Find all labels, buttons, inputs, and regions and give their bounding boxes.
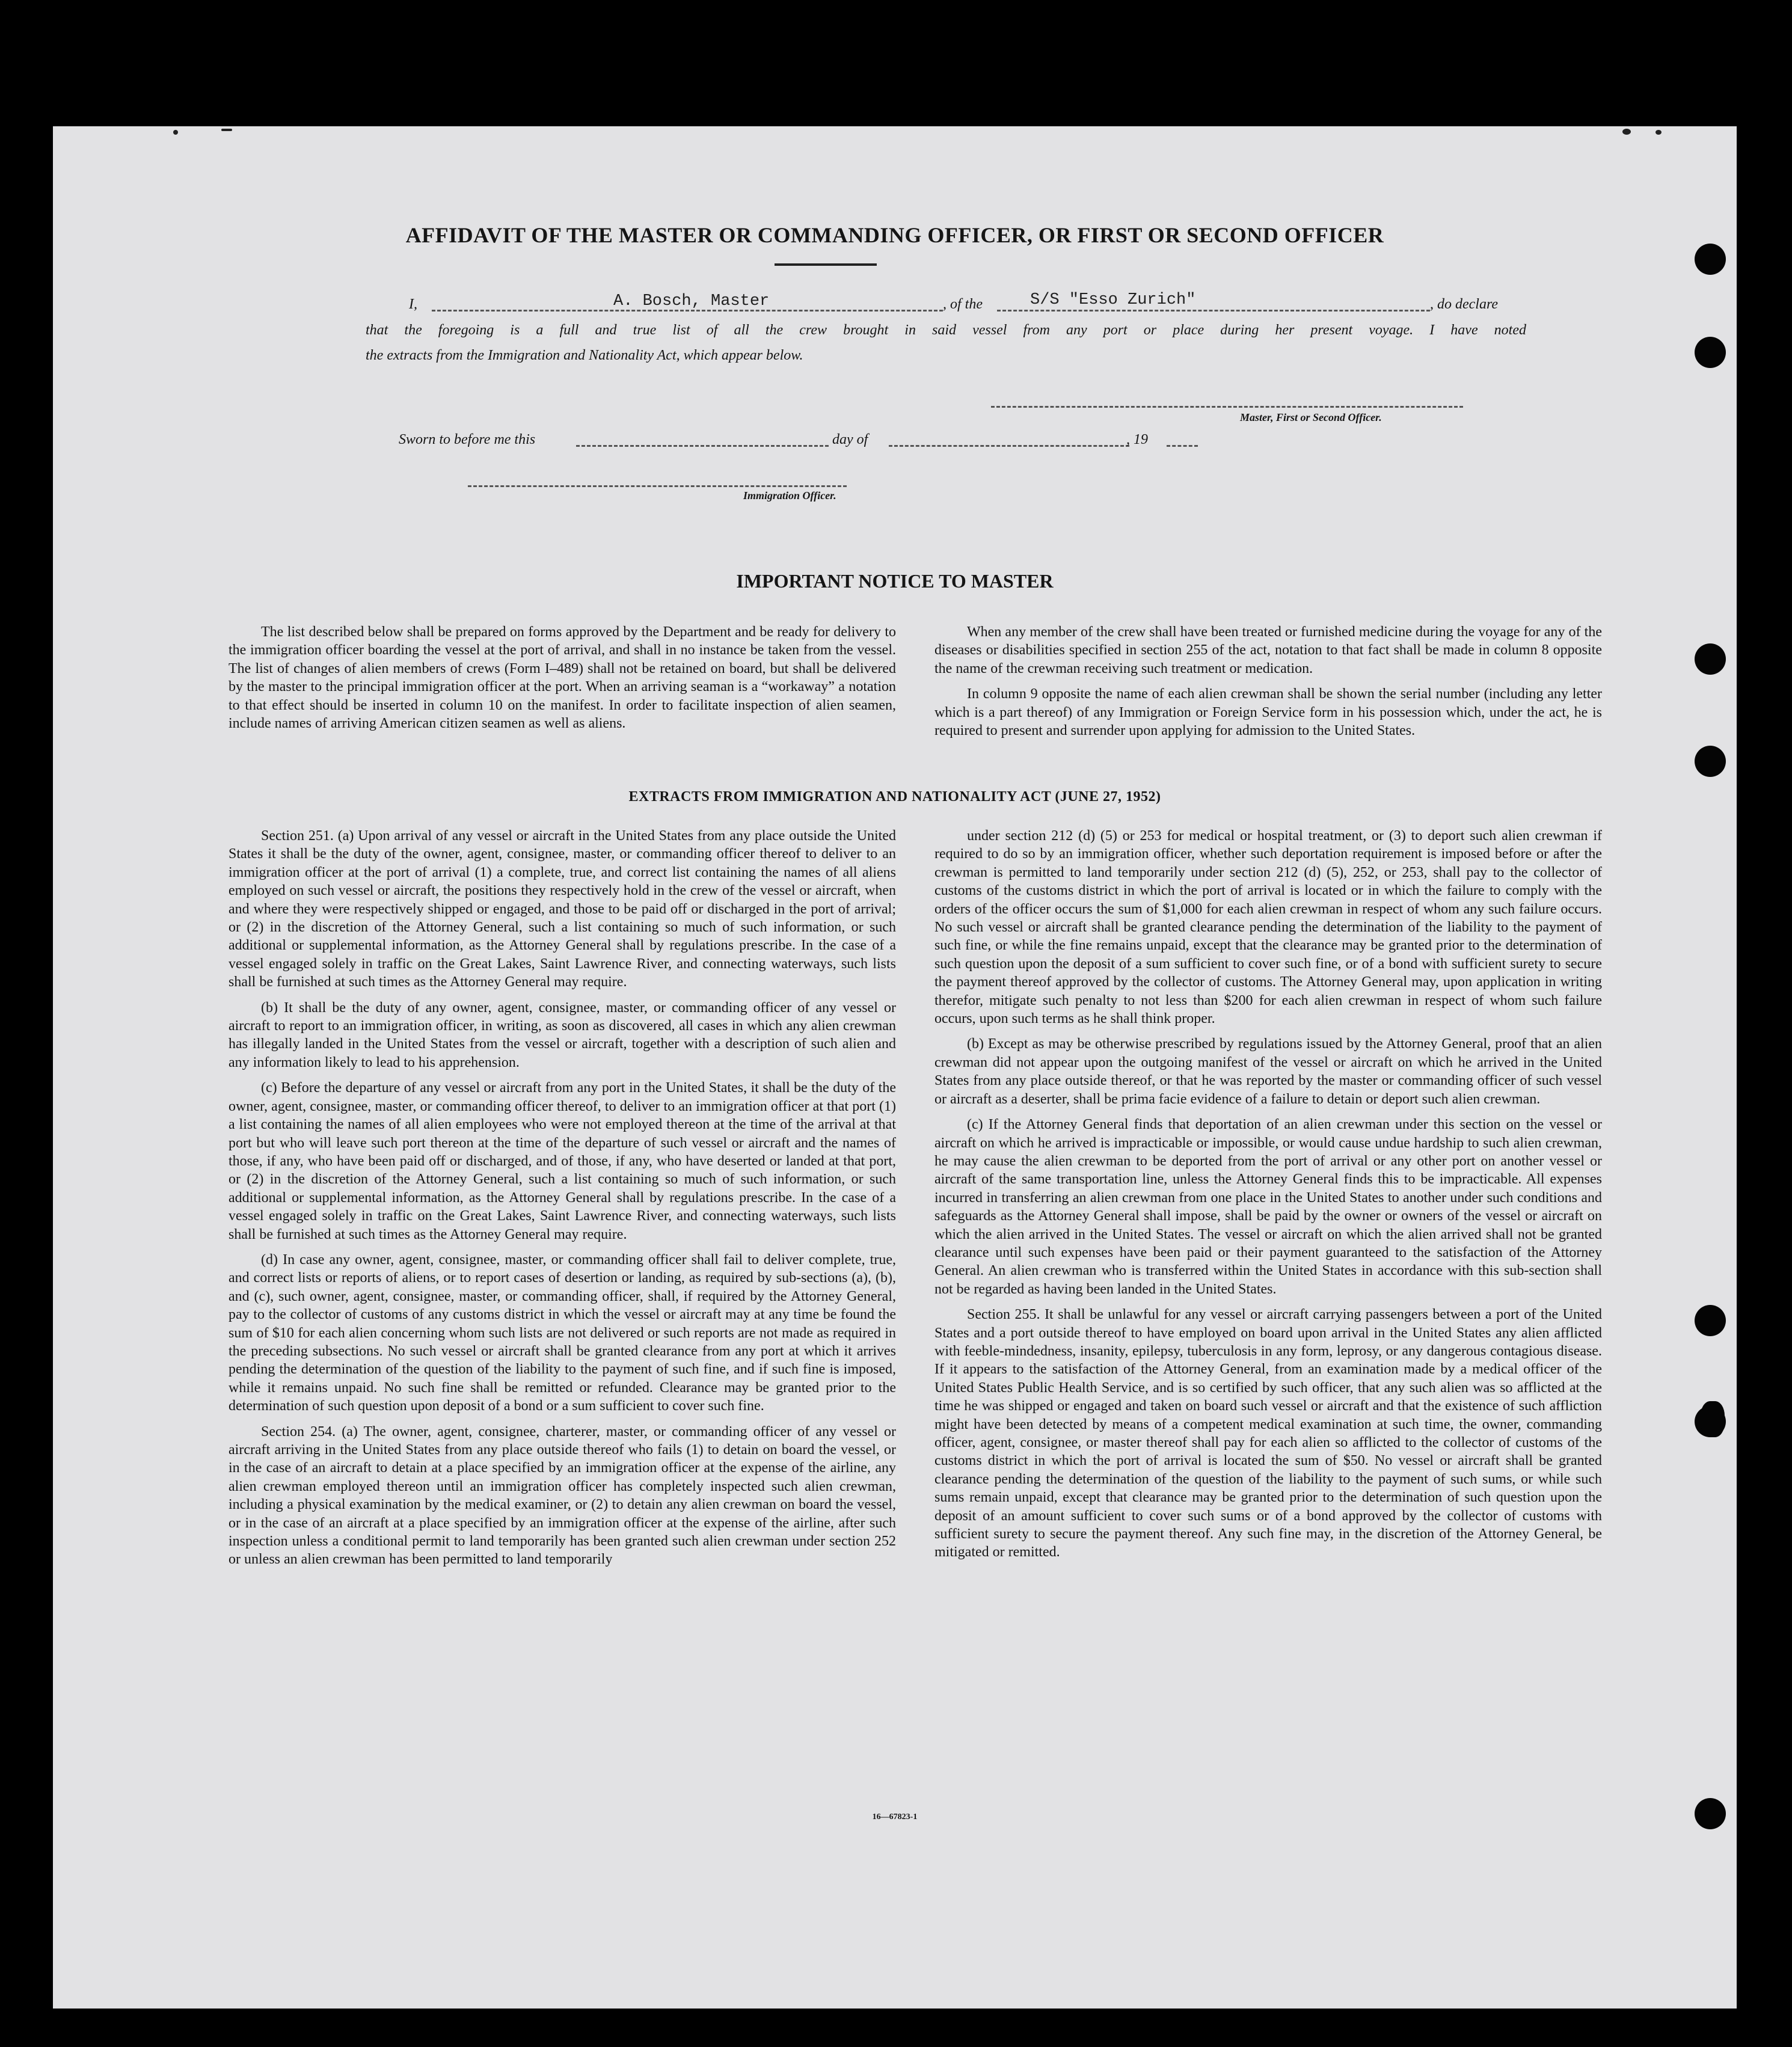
sworn-label: Sworn to before me this — [399, 432, 536, 447]
extract-paragraph: Section 255. It shall be unlawful for any vessel or aircraft carrying passengers between a port of the United States and a port outside thereof to have employed on board upon arrival in the United States any alien afflicted with feeble-mindedness, insanity, epilepsy, tuberculosis in any form, leprosy, or any dangerous contagious disease. If it appears to the satisfaction of the Attorney General, from an examination made by a medical officer of the United States Public Health Service, and is so certified by such officer, that any such alien was so afflicted at the time he was shipped or engaged and taken on board such vessel or aircraft and that the existence of such affliction might have been detected by means of a competent medical examination at such time, the owner, commanding officer, agent, consignee, or master thereof shall pay for each alien so afflicted to the collector of customs of the customs district in which the port of arrival is located the sum of $50. No vessel or aircraft shall be granted clearance pending the determination of the question of the liability to the payment of such sums, or while such sums remain unpaid, except that clearance may be granted prior to the determination of such question upon the deposit of an amount sufficient to cover such sums or of a bond approved by the collector of customs with sufficient surety to secure the payment thereof. Any such fine may, in the discretion of the Attorney General, be mitigated or remitted. — [934, 1307, 1602, 1561]
declaration-pronoun: I, — [409, 296, 417, 312]
notice-paragraph: The list described below shall be prepared on forms approved by the Department and be ready for delivery to the immigration officer boarding the vessel at the port of arrival, and shall in no instance be taken from the vessel. The list of changes of alien members of crews (Form I–489) shall not be retained on board, but shall be delivered by the master to the principal immigration officer at the port. When an arriving seaman is a “workaway” a notation to that effect should be inserted in column 10 on the manifest. In order to facilitate inspection of alien seamen, include names of arriving American citizen seamen as well as aliens. — [229, 624, 896, 732]
do-declare-label: , do declare — [1430, 296, 1499, 312]
notice-paragraph: In column 9 opposite the name of each alien crewman shall be shown the serial number (including any letter which is a part thereof) of any Immigration or Foreign Service form in his possession which, under the act, he is required to present and surrender upon applying for admission to the United States. — [934, 686, 1602, 739]
dotted-line — [1167, 445, 1198, 447]
extract-paragraph: (b) It shall be the duty of any owner, agent, consignee, master, or commanding officer of any vessel or aircraft to report to an immigration officer, in writing, as soon as discovered, all cases in which any alien crewman has illegally landed in the United States from the vessel or aircraft, together with a description of such alien and any information likely to lead to his apprehension. — [229, 999, 896, 1070]
punch-hole — [1695, 1305, 1726, 1336]
heading-rule — [775, 263, 877, 266]
day-of-label: day of — [832, 432, 868, 447]
dotted-line — [997, 310, 1430, 312]
scan-mark — [1622, 129, 1631, 135]
punch-hole — [1695, 643, 1726, 675]
extract-paragraph: under section 212 (d) (5) or 253 for medical or hospital treatment, or (3) to deport such alien crewman if required to do so by an immigration officer, whether such deportation requirement is imposed before or after the crewman is permitted to land temporarily under section 212 (d) (5), 252, or 253, shall pay to the collector of customs of the customs district in which the port of arrival is located or in which the failure to comply with the orders of the officer occurs the sum of $1,000 for each alien crewman in respect of whom any such failure occurs. No such vessel or aircraft shall be granted clearance pending the determination of the liability to the payment of such fine, or while the fine remains unpaid, except that the clearance may be granted prior to the determination of such question upon the deposit of a sum sufficient to cover such fine, or of a bond with sufficient surety to secure the payment thereof approved by the collector of customs. The Attorney General may, upon application in writing therefor, mitigate such penalty to not less than $200 for each alien crewman in respect of whom such failure occurs, upon such terms as he shall think proper. — [934, 828, 1602, 1027]
extract-paragraph: (d) In case any owner, agent, consignee, master, or commanding officer shall fail to deliver complete, true, and correct lists or reports of aliens, or to report cases of desertion or landing, as required by sub-sections (a), (b), and (c), such owner, agent, consignee, master, or commanding officer, shall, if required by the Attorney General, pay to the collector of customs of any customs district in which the vessel or aircraft may at any time be found the sum of $10 for each alien concerning whom such lists are not delivered or such reports are not made as required in the preceding subsections. No such vessel or aircraft shall be granted clearance from any port at which it arrives pending the determination of the question of the liability to the payment of such fine, and if such fine is imposed, while it remains unpaid. No such fine shall be remitted or refunded. Clearance may be granted prior to the determination of such question upon deposit of a bond or a sum sufficient to cover such fine. — [229, 1251, 896, 1414]
notice-left-column — [229, 623, 896, 740]
of-the-label: , of the — [943, 296, 983, 312]
notice-paragraph: When any member of the crew shall have been treated or furnished medicine during the voyage for any of the diseases or disabilities specified in section 255 of the act, notation to that fact shall be made in column 8 opposite the name of the crewman receiving such treatment or medication. — [934, 624, 1602, 677]
document-page — [53, 126, 1737, 2009]
form-number: 16—67823-1 — [872, 1812, 918, 1821]
extracts-right-column — [934, 827, 1602, 1569]
extracts-left-column — [229, 827, 896, 1576]
affidavit-heading: AFFIDAVIT OF THE MASTER OR COMMANDING OFFICER, OR FIRST OR SECOND OFFICER — [405, 223, 1384, 247]
dotted-line — [576, 445, 829, 447]
scan-mark — [1655, 130, 1662, 135]
extract-paragraph: Section 251. (a) Upon arrival of any vessel or aircraft in the United States from any place outside the United States it shall be the duty of the owner, agent, consignee, master, or commanding officer thereof to deliver to an immigration officer at the port of arrival (1) a complete, true, and correct list containing the names of all aliens employed on such vessel or aircraft, the positions they respectively hold in the crew of the vessel or aircraft, when and where they were respectively shipped or engaged, and those to be paid off or discharged in the port of arrival; or (2) in the discretion of the Attorney General, such a list containing so much of such information, or such additional or supplemental information, as the Attorney General shall by regulations prescribe. In the case of a vessel engaged solely in traffic on the Great Lakes, Saint Lawrence River, and connecting waterways, such lists shall be furnished at such times as the Attorney General may require. — [229, 828, 896, 990]
notice-right-column — [934, 623, 1602, 747]
extract-paragraph: (b) Except as may be otherwise prescribed by regulations issued by the Attorney General, proof that an alien crewman did not appear upon the outgoing manifest of the vessel or aircraft on which he arrived in the United States from any place outside thereof, or that he was reported by the master or commanding officer of such vessel or aircraft as a deserter, shall be prima facie evidence of a failure to detain or deport such alien crewman. — [934, 1036, 1602, 1107]
punch-hole — [1695, 337, 1726, 368]
extract-paragraph: (c) If the Attorney General finds that deportation of an alien crewman under this section on the vessel or aircraft on which he arrived is impracticable or impossible, or would cause undue hardship to such alien crewman, he may cause the alien crewman to be deported from the port of arrival or any other port on another vessel or aircraft of the same transportation line, unless the Attorney General finds this to be impracticable. All expenses incurred in transferring an alien crewman from one place in the United States to another under such conditions and safeguards as the Attorney General shall impose, shall be paid by the owner or owners of the vessel or aircraft on which the alien arrived in the United States. The vessel or aircraft on which the alien arrived shall not be granted clearance until such expenses have been paid or their payment guaranteed to the satisfaction of the Attorney General. An alien crewman who is transferred within the United States in accordance with this sub-section shall not be regarded as having been landed in the United States. — [934, 1117, 1602, 1297]
extracts-title: EXTRACTS FROM IMMIGRATION AND NATIONALITY ACT (JUNE 27, 1952) — [628, 789, 1161, 805]
declaration-line-3: the extracts from the Immigration and Nationality Act, which appear below. — [366, 348, 803, 363]
signature-line — [991, 406, 1463, 408]
dotted-line — [889, 445, 1129, 447]
punch-hole — [1701, 1401, 1725, 1437]
punch-hole — [1695, 244, 1726, 275]
scan-mark — [173, 130, 178, 135]
extract-paragraph: (c) Before the departure of any vessel or aircraft from any port in the United States, it shall be the duty of the owner, agent, consignee, master, or commanding officer thereof, to deliver to an immigration officer at that port (1) a list containing the names of all alien employees who were not employed thereon at the time of the arrival at that port but who will leave such port thereon at the time of the departure of such vessel or aircraft and the names of those, if any, who have been paid off or discharged, and of those, if any, who have deserted or landed at that port, or (2) in the discretion of the Attorney General, such a list containing so much of such information, or such additional or supplemental information, as the Attorney General shall by regulations prescribe. In the case of a vessel engaged solely in traffic on the Great Lakes, Saint Lawrence River, and connecting waterways, such lists shall be furnished at such times as the Attorney General may require. — [229, 1080, 896, 1242]
scan-mark — [221, 129, 232, 131]
vessel-name-field: S/S "Esso Zurich" — [1030, 291, 1196, 309]
signature-line — [468, 485, 847, 487]
immigration-officer-caption: Immigration Officer. — [743, 489, 836, 502]
master-name-field: A. Bosch, Master — [613, 292, 770, 310]
extract-paragraph: Section 254. (a) The owner, agent, consignee, charterer, master, or commanding officer of any vessel or aircraft arriving in the United States from any place outside thereof who fails (1) to detain on board the vessel, or in the case of an aircraft to detain at a place specified by an immigration officer at the expense of the airline, any alien crewman employed thereon until an immigration officer has completely inspected such alien crewman, including a physical examination by the medical examiner, or (2) to detain any alien crewman on board the vessel, or in the case of an aircraft at a place specified by an immigration officer at the expense of the airline, after such inspection unless a conditional permit to land temporarily has been granted such alien crewman under section 252 or unless an alien crewman has been permitted to land temporarily — [229, 1423, 896, 1568]
year-label: , 19 — [1126, 432, 1148, 447]
notice-title: IMPORTANT NOTICE TO MASTER — [736, 570, 1054, 592]
punch-hole — [1695, 746, 1726, 777]
declaration-line-2: that the foregoing is a full and true list of all the crew brought in said vessel from any port or place during her present voyage. I have noted — [366, 322, 1526, 338]
officer-caption: Master, First or Second Officer. — [1240, 411, 1382, 423]
